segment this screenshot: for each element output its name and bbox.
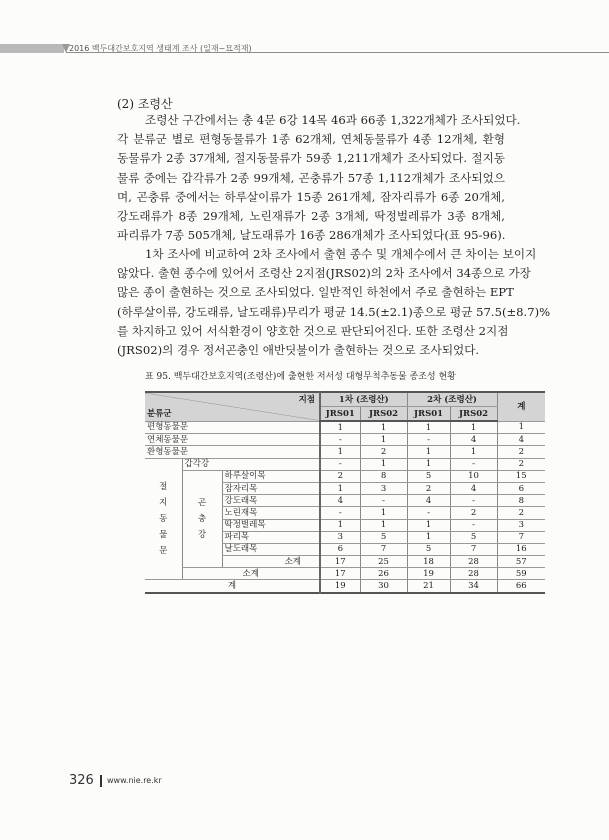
value-cell: 1 [320,519,360,531]
text-line: 않았다. 출현 종수에 있어서 조령산 2지점(JRS02)의 2차 조사에서 34종으로 가장 [117,266,531,281]
value-cell: 5 [360,531,407,543]
value-cell: - [407,507,450,519]
diagonal-header-cell [145,392,320,421]
value-cell: 4 [450,482,497,494]
value-cell: - [360,495,407,507]
insecta-label: 곤 충 강 [182,470,222,568]
table-row [145,434,545,446]
value-cell: 2 [320,470,360,482]
value-cell: 30 [360,580,407,593]
footer-divider [100,775,102,787]
value-cell: 28 [450,568,497,580]
taxon-name: 연체동물문 [145,434,320,446]
value-cell: - [320,507,360,519]
site-header: JRS01 [320,407,360,422]
value-cell: 66 [497,580,545,593]
text-line: 동물류가 2종 37개체, 절지동물류가 59종 1,211개체가 조사되었다. 절지동 [117,151,505,166]
header-decoration [0,44,64,53]
taxon-name: 환형동물문 [145,446,320,458]
value-cell: 1 [320,421,360,434]
value-cell: 6 [320,543,360,555]
text-line: 강도래류가 8종 29개체, 노린재류가 2종 3개체, 딱정벌레류가 3종 8개체, [117,208,505,223]
value-cell: 1 [360,434,407,446]
value-cell: 1 [407,421,450,434]
total-header: 계 [497,392,545,421]
value-cell: 5 [407,543,450,555]
value-cell: 8 [497,495,545,507]
value-cell: 2 [497,507,545,519]
value-cell: 1 [407,531,450,543]
subtotal-label: 소계 [182,568,320,580]
value-cell: 21 [407,580,450,593]
value-cell: 6 [497,482,545,494]
taxon-name: 편형동물문 [145,421,320,434]
text-line: 많은 종이 출현하는 것으로 조사되었다. 일반적인 하천에서 주로 출현하는 EPT [117,285,514,300]
value-cell: 1 [360,507,407,519]
value-cell: 26 [360,568,407,580]
value-cell: 1 [497,421,545,434]
value-cell: 1 [360,458,407,470]
value-cell: 1 [407,446,450,458]
paragraph-1 [117,111,521,245]
value-cell: 2 [497,458,545,470]
site-label: 지점 [298,394,316,405]
text-line: 파리류가 7종 505개체, 날도래류가 16종 286개체가 조사되었다(표 95-96). [117,228,506,243]
value-cell: 4 [497,434,545,446]
table-row [145,458,545,470]
value-cell: 3 [320,531,360,543]
subtotal-label: 소계 [222,556,320,568]
value-cell: 15 [497,470,545,482]
taxon-name: 잠자리목 [222,482,320,494]
value-cell: 2 [450,507,497,519]
taxon-name: 노린재목 [222,507,320,519]
value-cell: 16 [497,543,545,555]
text-line: 물류 중에는 갑각류가 2종 99개체, 곤충류가 57종 1,112개체가 조사되었으 [117,170,505,185]
text-line: (JRS02)의 경우 정서곤충인 애반딧불이가 출현하는 것으로 조사되었다. [117,342,480,357]
survey2-header: 2차 (조령산) [407,392,497,407]
taxon-name: 강도래목 [222,495,320,507]
table-row [145,446,545,458]
text-line: (하루살이류, 강도래류, 날도래류)무리가 평균 14.5(±2.1)종으로 평균 57.5(±8.7)% [117,304,551,319]
value-cell: 17 [320,568,360,580]
value-cell: 1 [407,519,450,531]
value-cell: 5 [450,531,497,543]
text-line: 며, 곤충류 중에서는 하루살이류가 15종 261개체, 잠자리류가 6종 20개체, [117,189,505,204]
value-cell: - [450,495,497,507]
value-cell: 1 [450,421,497,434]
taxon-name: 하루살이목 [222,470,320,482]
value-cell: - [320,434,360,446]
value-cell: 5 [407,470,450,482]
value-cell: 19 [320,580,360,593]
value-cell: 18 [407,556,450,568]
value-cell: 2 [360,446,407,458]
site-header: JRS01 [407,407,450,422]
table-caption: 표 95. 백두대간보호지역(조령산)에 출현한 저서성 대형무척추동물 종조성 현황 [145,372,456,382]
paragraph-2 [117,245,551,360]
value-cell: 1 [450,446,497,458]
value-cell: 17 [320,556,360,568]
value-cell: - [407,434,450,446]
value-cell: 4 [407,495,450,507]
text-line: 각 분류군 별로 편형동물류가 1종 62개체, 연체동물류가 4종 12개체, 환형 [117,132,505,147]
group-label: 분류군 [147,408,172,419]
value-cell: 7 [450,543,497,555]
value-cell: 19 [407,568,450,580]
value-cell: 1 [360,519,407,531]
value-cell: 7 [360,543,407,555]
section-heading: (2) 조령산 [117,97,173,111]
value-cell: 10 [450,470,497,482]
value-cell: 57 [497,556,545,568]
value-cell: 34 [450,580,497,593]
running-header: 2016 백두대간보호지역 생태계 조사 (일재~묘적재) [69,44,252,53]
value-cell: 1 [407,458,450,470]
text-line: 를 차지하고 있어 서식환경이 양호한 것으로 판단되어진다. 또한 조령산 2지점 [117,323,509,338]
site-header: JRS02 [360,407,407,422]
total-label: 계 [145,580,320,593]
value-cell: 3 [497,519,545,531]
value-cell: 7 [497,531,545,543]
value-cell: - [320,458,360,470]
value-cell: 1 [320,482,360,494]
arthropoda-label: 절 지 동 물 문 [145,458,182,580]
value-cell: 8 [360,470,407,482]
text-line: 1차 조사에 비교하여 2차 조사에서 출현 종수 및 개체수에서 큰 차이는 보이지 [145,247,537,261]
taxon-name: 갑각강 [182,458,320,470]
value-cell: 28 [450,556,497,568]
footer-url: www.nie.re.kr [107,776,162,785]
value-cell: 4 [450,434,497,446]
survey1-header: 1차 (조령산) [320,392,407,407]
table-row [145,470,545,482]
value-cell: 1 [360,421,407,434]
table-row [145,568,545,580]
value-cell: 3 [360,482,407,494]
taxon-name: 파리목 [222,531,320,543]
table-row [145,580,545,593]
text-line: 조령산 구간에서는 총 4문 6강 14목 46과 66종 1,322개체가 조사되었다. [145,113,521,127]
species-table [145,391,545,594]
value-cell: 59 [497,568,545,580]
value-cell: 25 [360,556,407,568]
value-cell: 2 [497,446,545,458]
value-cell: 4 [320,495,360,507]
taxon-name: 딱정벌레목 [222,519,320,531]
page-number: 326 [69,773,94,788]
value-cell: - [450,458,497,470]
site-header: JRS02 [450,407,497,422]
value-cell: 1 [320,446,360,458]
value-cell: 2 [407,482,450,494]
value-cell: - [450,519,497,531]
taxon-name: 날도래목 [222,543,320,555]
table-row [145,421,545,434]
